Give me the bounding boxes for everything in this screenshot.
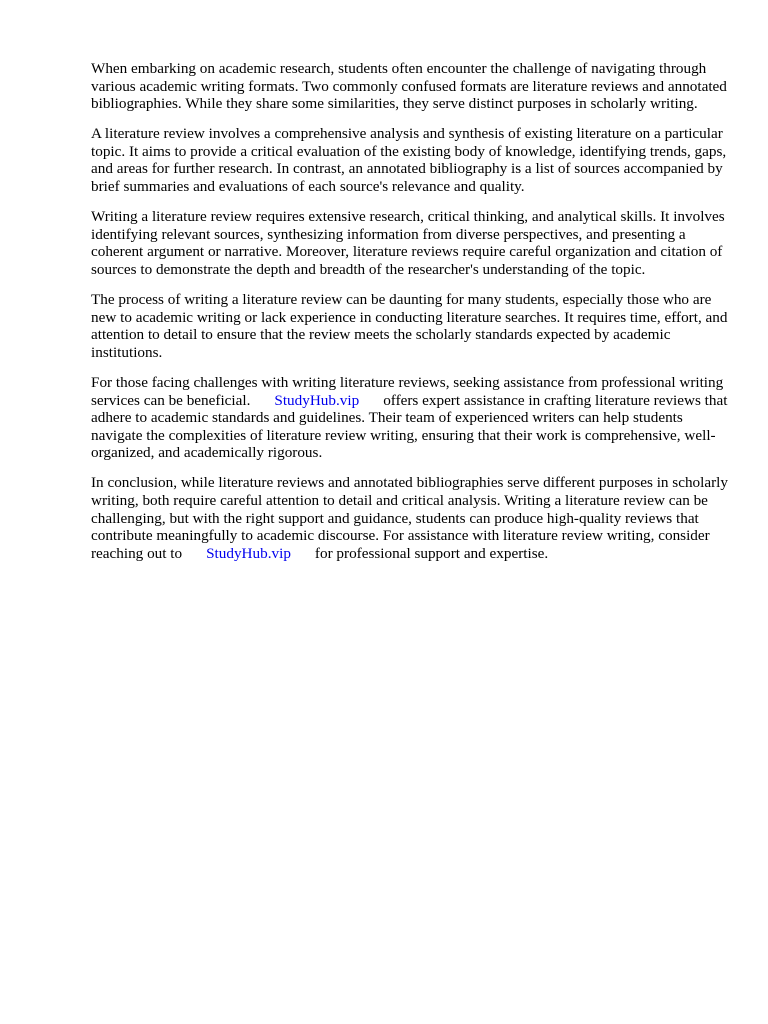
studyhub-link[interactable]: StudyHub.vip bbox=[274, 391, 360, 409]
paragraph-conclusion-text-before: In conclusion, while literature reviews and annotated bibliographies serve different purposes in scholarly writing, both require careful attention to detail and critical analysis. Writing a literature review can be challenging, but with the right support and guidance, students can produce high-quality reviews that contribute meaningfully to academic discourse. For assistance with literature review writing, consider reaching out to bbox=[91, 474, 728, 562]
studyhub-link-conclusion[interactable]: StudyHub.vip bbox=[206, 544, 291, 562]
paragraph-conclusion bbox=[91, 474, 731, 562]
paragraph-assistance bbox=[91, 374, 731, 462]
paragraph-literature-review-definition: A literature review involves a comprehensive analysis and synthesis of existing literature on a particular topic. It aims to provide a critical evaluation of the existing body of knowledge, identifying trends, gaps, and areas for further research. In contrast, an annotated bibliography is a list of sources accompanied by brief summaries and evaluations of each source's relevance and quality. bbox=[91, 125, 727, 196]
paragraph-assistance-text-before: For those facing challenges with writing literature reviews, seeking assistance from professional writing services can be beneficial. bbox=[91, 373, 724, 409]
paragraph-conclusion-text-after: for professional support and expertise. bbox=[314, 544, 549, 562]
paragraph-writing-requirements: Writing a literature review requires extensive research, critical thinking, and analytical skills. It involves identifying relevant sources, synthesizing information from diverse perspectives, and presenting a coherent argument or narrative. Moreover, literature reviews require careful organization and citation of sources to demonstrate the depth and breadth of the researcher's understanding of the topic. bbox=[91, 208, 725, 278]
document-body bbox=[91, 60, 731, 575]
paragraph-process-challenges: The process of writing a literature review can be daunting for many students, especially those who are new to academic writing or lack experience in conducting literature searches. It requires time, effort, and attention to detail to ensure that the review meets the scholarly standards expected by academic institutions. bbox=[91, 291, 728, 361]
paragraph-assistance-text-after: offers expert assistance in crafting literature reviews that adhere to academic standards and guidelines. Their team of experienced writers can help students navigate the complexities of literature review writing, ensuring that their work is comprehensive, well-organized, and academically rigorous. bbox=[91, 391, 728, 462]
paragraph-intro: When embarking on academic research, students often encounter the challenge of navigating through various academic writing formats. Two commonly confused formats are literature reviews and annotated bibliographies. While they share some similarities, they serve distinct purposes in scholarly writing. bbox=[91, 60, 727, 113]
